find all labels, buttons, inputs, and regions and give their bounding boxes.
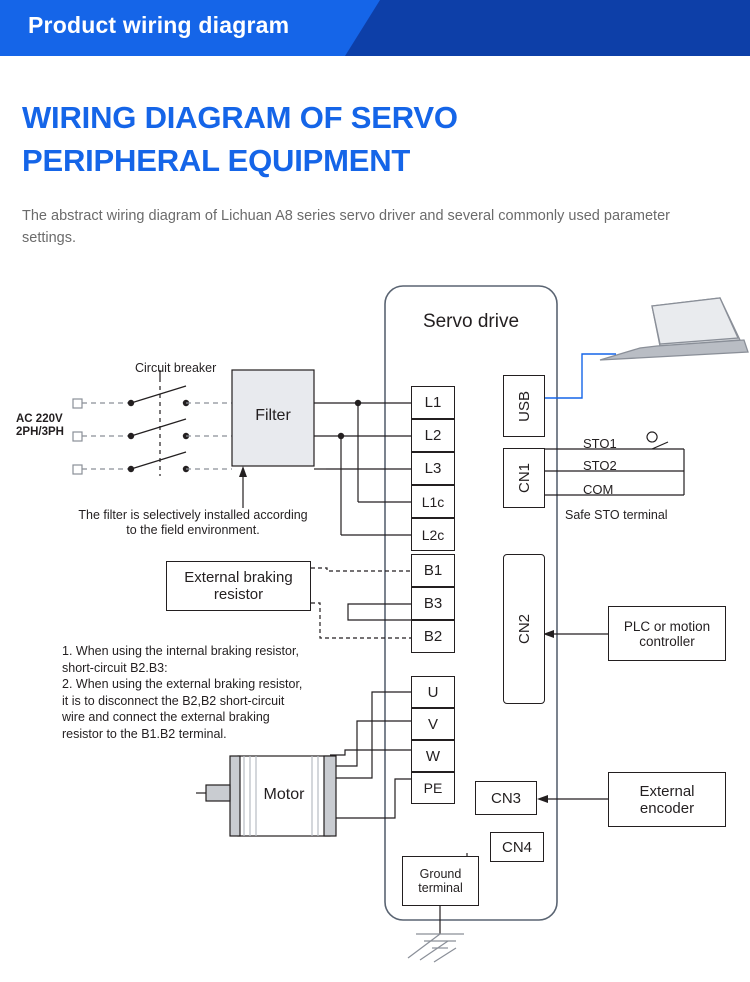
terminal-l1: L1 bbox=[411, 386, 455, 419]
terminal-w: W bbox=[411, 740, 455, 772]
page-title-line-1: WIRING DIAGRAM OF SERVO bbox=[22, 100, 458, 135]
ground-terminal-line-2: terminal bbox=[418, 881, 463, 895]
braking-notes-line-4: it is to disconnect the B2,B2 short-circuit bbox=[62, 693, 285, 708]
braking-notes-line-2: short-circuit B2.B3: bbox=[62, 660, 168, 675]
terminal-l3: L3 bbox=[411, 452, 455, 485]
external-braking-resistor-box bbox=[166, 561, 311, 611]
terminal-b1: B1 bbox=[411, 554, 455, 587]
filter-note bbox=[58, 508, 328, 539]
braking-resistor-line-1: External braking bbox=[184, 569, 293, 586]
motor-label: Motor bbox=[263, 786, 305, 803]
sto-com-label: COM bbox=[583, 482, 614, 497]
sto2-label: STO2 bbox=[583, 458, 617, 473]
page-title-line-2: PERIPHERAL EQUIPMENT bbox=[22, 143, 411, 178]
plc-controller-box bbox=[608, 606, 726, 661]
plc-line-1: PLC or motion bbox=[623, 618, 711, 634]
terminal-l1c: L1c bbox=[411, 485, 455, 518]
connector-usb-label: USB bbox=[515, 390, 533, 422]
braking-notes-line-3: 2. When using the external braking resistor, bbox=[62, 677, 303, 691]
terminal-b2: B2 bbox=[411, 620, 455, 653]
ground-terminal-line-1: Ground bbox=[419, 867, 462, 881]
terminal-l2c: L2c bbox=[411, 518, 455, 551]
filter-note-line-1: The filter is selectively installed according bbox=[78, 508, 308, 522]
wiring-diagram bbox=[0, 258, 750, 982]
ground-terminal-box bbox=[402, 856, 479, 906]
supply-label-line-2: 2PH/3PH bbox=[16, 426, 64, 438]
connector-cn3: CN3 bbox=[475, 781, 537, 815]
supply-label bbox=[16, 413, 64, 439]
encoder-line-2: encoder bbox=[639, 799, 695, 817]
terminal-b3: B3 bbox=[411, 587, 455, 620]
page-title bbox=[22, 96, 662, 182]
terminal-v: V bbox=[411, 708, 455, 740]
sto1-label: STO1 bbox=[583, 436, 617, 451]
servo-drive-title: Servo drive bbox=[422, 311, 520, 332]
filter-label: Filter bbox=[255, 407, 291, 424]
braking-notes-line-1: 1. When using the internal braking resistor, bbox=[62, 644, 299, 658]
connector-cn4: CN4 bbox=[490, 832, 544, 862]
sto-caption: Safe STO terminal bbox=[565, 508, 668, 522]
braking-resistor-line-2: resistor bbox=[213, 586, 264, 603]
header-angle-decoration bbox=[345, 0, 750, 56]
braking-notes-line-6: resistor to the B1.B2 terminal. bbox=[62, 726, 227, 741]
page-subtitle: The abstract wiring diagram of Lichuan A8 series servo driver and several commonly used parameter settings. bbox=[22, 208, 670, 246]
connector-cn2-label: CN2 bbox=[515, 613, 533, 644]
connector-cn2 bbox=[503, 554, 545, 704]
terminal-l2: L2 bbox=[411, 419, 455, 452]
header-title: Product wiring diagram bbox=[28, 12, 290, 38]
connector-cn1-label: CN1 bbox=[515, 462, 533, 493]
terminal-pe: PE bbox=[411, 772, 455, 804]
connector-cn1 bbox=[503, 448, 545, 508]
braking-notes bbox=[62, 643, 352, 742]
terminal-u: U bbox=[411, 676, 455, 708]
filter-note-line-2: to the field environment. bbox=[126, 523, 260, 538]
connector-usb bbox=[503, 375, 545, 437]
braking-notes-line-5: wire and connect the external braking bbox=[62, 710, 270, 724]
supply-label-line-1: AC 220V bbox=[16, 413, 63, 425]
plc-line-2: controller bbox=[639, 633, 695, 649]
external-encoder-box bbox=[608, 772, 726, 827]
encoder-line-1: External bbox=[639, 782, 695, 800]
circuit-breaker-label: Circuit breaker bbox=[135, 361, 217, 375]
